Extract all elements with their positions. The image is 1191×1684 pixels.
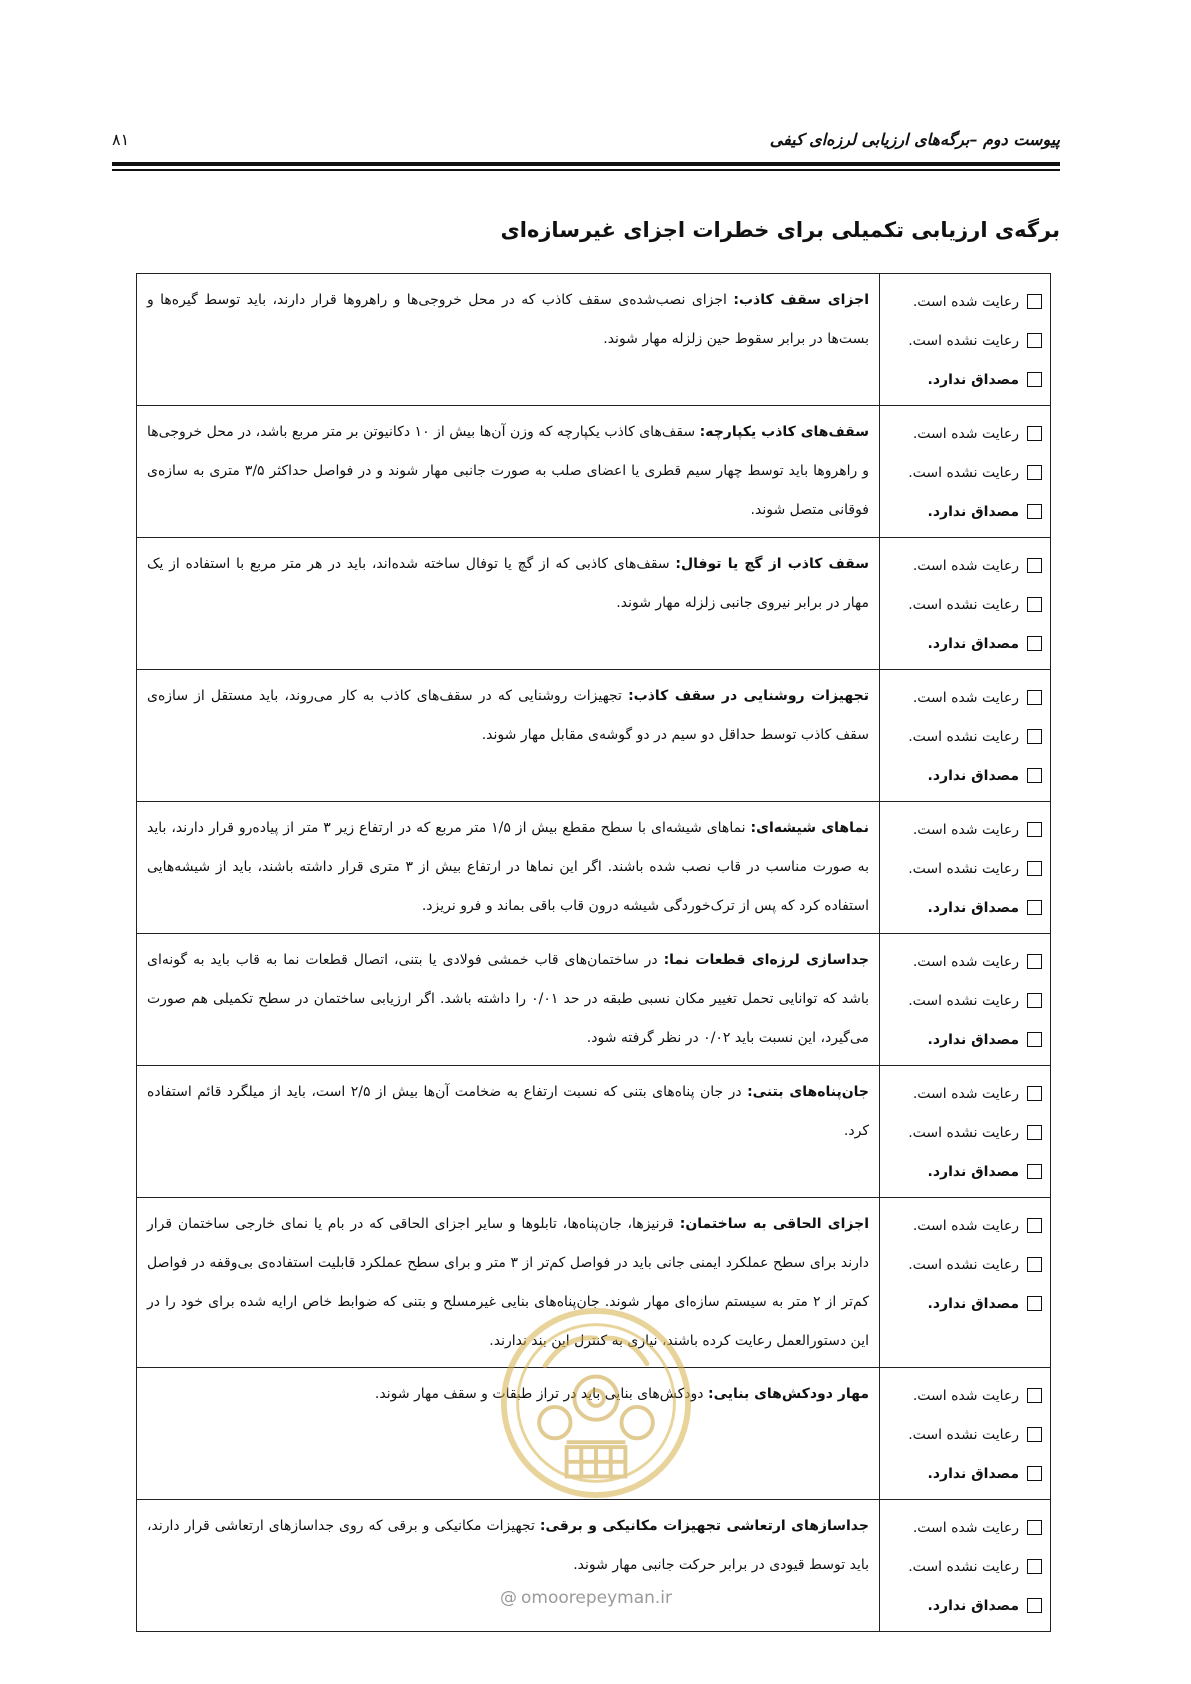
option-group [879,802,1050,933]
requirement-text [137,274,879,405]
requirement-body: در جان پناه‌های بتنی که نسبت ارتفاع به ضخامت آن‌ها بیش از ۲/۵ است، باید از میلگرد قائم استفاده کرد. [147,1084,869,1139]
option-label: رعایت نشده است. [908,464,1019,481]
option-not-applicable[interactable] [886,624,1042,663]
requirement-title: تجهیزات روشنایی در سقف کاذب: [628,688,869,704]
checklist-row [137,538,1050,670]
option-not-complied[interactable] [886,321,1042,360]
option-group [879,670,1050,801]
requirement-body: سقف‌های کاذبی که از گچ یا توفال ساخته شده‌اند، باید در هر متر مربع با استفاده از یک مهار در برابر نیروی جانبی زلزله مهار شوند. [147,556,869,611]
option-not-complied[interactable] [886,453,1042,492]
requirement-title: اجزای سقف کاذب: [733,292,869,308]
checkbox[interactable] [1027,1296,1042,1311]
option-label: مصداق ندارد. [927,635,1019,652]
running-header-title: پیوست دوم –برگه‌های ارزیابی لرزه‌ای کیفی [769,130,1060,149]
watermark-seal-icon [498,1305,694,1501]
option-group [879,274,1050,405]
option-complied[interactable] [886,678,1042,717]
option-not-complied[interactable] [886,1245,1042,1284]
page-header [112,124,1060,160]
checkbox[interactable] [1027,504,1042,519]
option-complied[interactable] [886,282,1042,321]
checkbox[interactable] [1027,333,1042,348]
option-complied[interactable] [886,1074,1042,1113]
header-rule-thick [112,162,1060,166]
option-label: مصداق ندارد. [927,1295,1019,1312]
checkbox[interactable] [1027,1086,1042,1101]
option-group [879,1368,1050,1499]
at-icon: @ [500,1588,517,1608]
site-url: omoorepeyman.ir [521,1588,673,1608]
option-not-complied[interactable] [886,981,1042,1020]
option-label: مصداق ندارد. [927,899,1019,916]
option-label: رعایت نشده است. [908,992,1019,1009]
requirement-title: جداسازی لرزه‌ای قطعات نما: [663,952,869,968]
checklist-row [137,1500,1050,1631]
checklist-row [137,1066,1050,1198]
requirement-body: نماهای شیشه‌ای با سطح مقطع بیش از ۱/۵ متر مربع که در ارتفاع زیر ۳ متر از پیاده‌رو قرار دارند، باید به صورت مناسب در قاب نصب شده باشند. اگر این نماها در ارتفاع بیش از ۳ متری قرار داشته باشند، باید از شیشه‌هایی استفاده کرد که پس از ترک‌خوردگی شیشه درون قاب باقی بماند و فرو نریزد. [147,820,869,914]
checkbox[interactable] [1027,954,1042,969]
checkbox[interactable] [1027,1125,1042,1140]
requirement-body: اجزای نصب‌شده‌ی سقف کاذب که در محل خروجی‌ها و راهروها قرار دارند، باید توسط گیره‌ها و بست‌ها در برابر سقوط حین زلزله مهار شوند. [147,292,869,347]
requirement-body: دودکش‌های بنایی باید در تراز طبقات و سقف مهار شوند. [374,1386,704,1402]
option-label: رعایت شده است. [912,821,1019,838]
requirement-title: اجزای الحاقی به ساختمان: [679,1216,870,1232]
checkbox[interactable] [1027,1598,1042,1613]
checkbox[interactable] [1027,1427,1042,1442]
option-label: رعایت نشده است. [908,596,1019,613]
option-label: رعایت شده است. [912,425,1019,442]
checklist-row [137,670,1050,802]
option-label: رعایت نشده است. [908,1256,1019,1273]
option-group [879,406,1050,537]
option-label: مصداق ندارد. [927,1597,1019,1614]
option-label: رعایت نشده است. [908,1124,1019,1141]
option-not-applicable[interactable] [886,1454,1042,1493]
option-label: رعایت شده است. [912,557,1019,574]
option-label: مصداق ندارد. [927,1031,1019,1048]
option-group [879,1198,1050,1367]
option-label: رعایت نشده است. [908,728,1019,745]
checklist-row [137,934,1050,1066]
option-not-applicable[interactable] [886,888,1042,927]
checkbox[interactable] [1027,1164,1042,1179]
requirement-title: مهار دودکش‌های بنایی: [707,1386,869,1402]
option-label: رعایت نشده است. [908,332,1019,349]
checkbox[interactable] [1027,558,1042,573]
page-number: ۸۱ [112,130,130,149]
requirement-text [137,406,879,537]
option-not-complied[interactable] [886,717,1042,756]
option-group [879,934,1050,1065]
checkbox[interactable] [1027,900,1042,915]
checkbox[interactable] [1027,465,1042,480]
option-label: رعایت شده است. [912,1217,1019,1234]
option-not-complied[interactable] [886,585,1042,624]
option-complied[interactable] [886,1206,1042,1245]
option-group [879,1500,1050,1631]
option-complied[interactable] [886,942,1042,981]
option-not-complied[interactable] [886,1547,1042,1586]
checkbox[interactable] [1027,729,1042,744]
requirement-text [137,1500,879,1631]
checkbox[interactable] [1027,1388,1042,1403]
requirement-title: نماهای شیشه‌ای: [750,820,870,836]
option-not-applicable[interactable] [886,492,1042,531]
checkbox[interactable] [1027,993,1042,1008]
requirement-body: تجهیزات روشنایی که در سقف‌های کاذب به کار می‌روند، باید مستقل از سازه‌ی سقف کاذب توسط حداقل دو سیم در دو گوشه‌ی مقابل مهار شوند. [147,688,869,743]
option-not-applicable[interactable] [886,1152,1042,1191]
option-not-applicable[interactable] [886,756,1042,795]
option-label: رعایت نشده است. [908,860,1019,877]
checkbox[interactable] [1027,426,1042,441]
checkbox[interactable] [1027,822,1042,837]
option-complied[interactable] [886,1376,1042,1415]
option-label: رعایت شده است. [912,1387,1019,1404]
requirement-body: در ساختمان‌های قاب خمشی فولادی یا بتنی، اتصال قطعات نما به قاب باید به گونه‌ای باشد که توانایی تحمل تغییر مکان نسبی طبقه در حد ۰/۰۱ را داشته باشد. اگر ارزیابی ساختمان در سطح تکمیلی هم صورت می‌گیرد، این نسبت باید ۰/۰۲ در نظر گرفته شود. [147,952,869,1046]
checkbox[interactable] [1027,1466,1042,1481]
requirement-body: سقف‌های کاذب یکپارچه که وزن آن‌ها بیش از ۱۰ دکانیوتن بر متر مربع باشد، در محل خروجی‌ها و راهروها باید توسط چهار سیم قطری یا اعضای صلب به صورت جانبی مهار شوند و در فواصل حداکثر ۳/۵ متری به سازه‌ی فوقانی متصل شوند. [147,424,869,518]
checkbox[interactable] [1027,768,1042,783]
option-group [879,538,1050,669]
option-not-applicable[interactable] [886,1020,1042,1059]
option-label: مصداق ندارد. [927,767,1019,784]
header-rule-thin [112,169,1060,171]
requirement-text [137,1066,879,1197]
option-label: رعایت شده است. [912,689,1019,706]
checklist-row [137,406,1050,538]
option-complied[interactable] [886,810,1042,849]
checkbox[interactable] [1027,1257,1042,1272]
option-label: رعایت نشده است. [908,1426,1019,1443]
requirement-text [137,670,879,801]
option-label: مصداق ندارد. [927,1163,1019,1180]
option-label: رعایت شده است. [912,1085,1019,1102]
option-label: رعایت شده است. [912,1519,1019,1536]
checkbox[interactable] [1027,1520,1042,1535]
checkbox[interactable] [1027,861,1042,876]
checkbox[interactable] [1027,1559,1042,1574]
option-complied[interactable] [886,1508,1042,1547]
checklist-row [137,802,1050,934]
option-not-applicable[interactable] [886,1586,1042,1625]
option-not-complied[interactable] [886,849,1042,888]
option-label: مصداق ندارد. [927,503,1019,520]
option-not-applicable[interactable] [886,360,1042,399]
requirement-title: سقف کاذب از گچ یا توفال: [675,556,870,572]
requirement-body: قرنیزها، جان‌پناه‌ها، تابلوها و سایر اجزای الحاقی که در بام یا نمای خارجی ساختمان قرار دارند برای سطح عملکرد ایمنی جانی باید در فواصل کم‌تر از ۳ متر و برای سطح عملکرد قابلیت استفاده‌ی بی‌وقفه در فواصل کم‌تر از ۲ متر به سیستم سازه‌ای مهار شوند. جان‌پناه‌های بنایی غیرمسلح و بتنی که ضوابط خاص ارایه شده برای خود را در این دستورالعمل رعایت کرده باشند، نیازی به کنترل این بند ندارند. [147,1216,870,1349]
option-complied[interactable] [886,414,1042,453]
option-not-applicable[interactable] [886,1284,1042,1323]
requirement-body: تجهیزات مکانیکی و برقی که روی جداسازهای ارتعاشی قرار دارند، باید توسط قیودی در برابر حرکت جانبی مهار شوند. [147,1518,869,1573]
requirement-title: جان‌پناه‌های بتنی: [747,1084,869,1100]
checkbox[interactable] [1027,372,1042,387]
sheet-title: برگه‌ی ارزیابی تکمیلی برای خطرات اجزای غیرسازه‌ای [500,218,1060,242]
checklist-row [137,274,1050,406]
requirement-title: جداسازهای ارتعاشی تجهیزات مکانیکی و برقی: [539,1518,869,1534]
requirement-title: سقف‌های کاذب یکپارچه: [699,424,870,440]
option-group [879,1066,1050,1197]
site-watermark [500,1588,672,1608]
option-complied[interactable] [886,546,1042,585]
option-label: مصداق ندارد. [927,371,1019,388]
option-label: رعایت نشده است. [908,1558,1019,1575]
option-label: رعایت شده است. [912,953,1019,970]
requirement-text [137,802,879,933]
checkbox[interactable] [1027,1218,1042,1233]
option-label: رعایت شده است. [912,293,1019,310]
checkbox[interactable] [1027,1032,1042,1047]
checkbox[interactable] [1027,636,1042,651]
checkbox[interactable] [1027,597,1042,612]
option-not-complied[interactable] [886,1113,1042,1152]
requirement-text [137,538,879,669]
requirement-text [137,934,879,1065]
option-label: مصداق ندارد. [927,1465,1019,1482]
checkbox[interactable] [1027,690,1042,705]
checkbox[interactable] [1027,294,1042,309]
option-not-complied[interactable] [886,1415,1042,1454]
